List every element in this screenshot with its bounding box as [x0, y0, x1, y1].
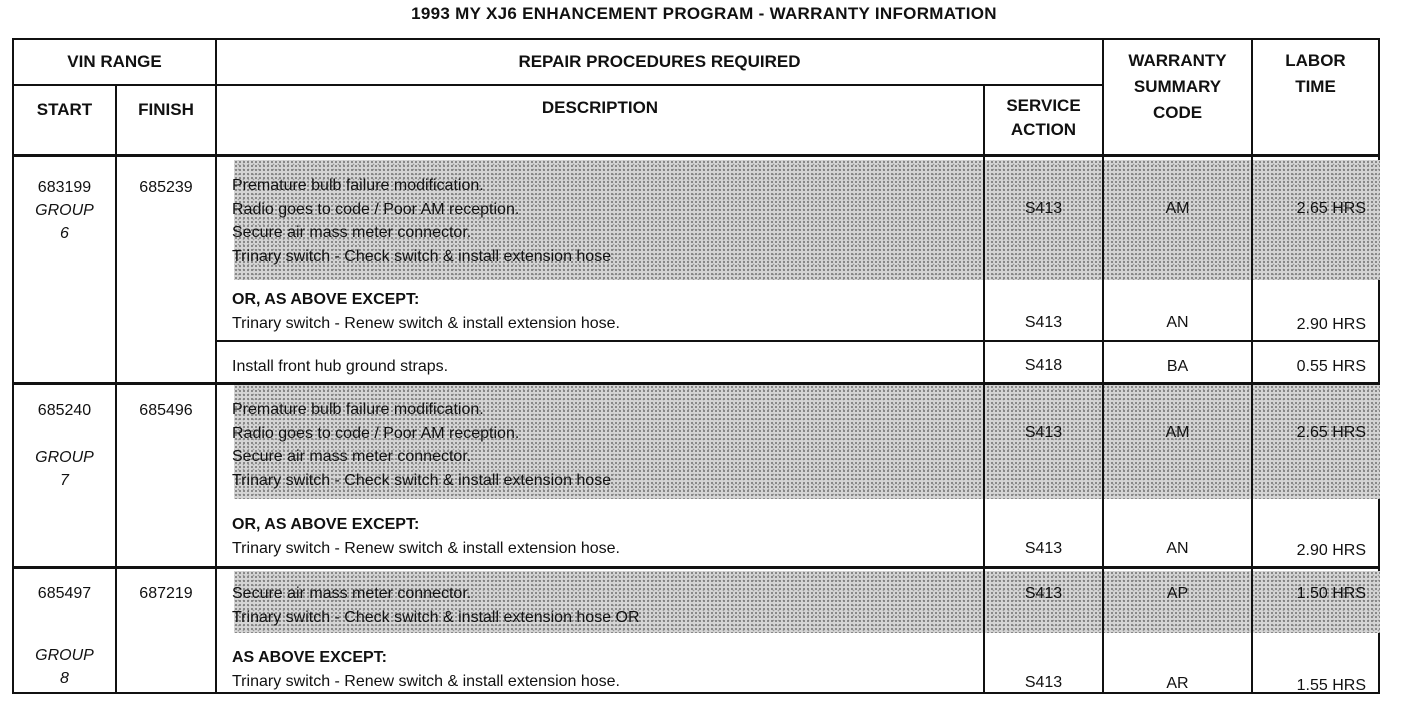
service-action: S413 — [1024, 314, 1063, 331]
warranty-code: AM — [1165, 424, 1190, 441]
group-label: GROUP 7 — [35, 449, 94, 489]
vin-start: 685240 — [37, 402, 92, 419]
service-action: S413 — [1024, 200, 1063, 217]
description-cell: Secure air mass meter connector. Trinary switch - Check switch & install extension hose OR — [232, 585, 640, 626]
header-repair-procedures: REPAIR PROCEDURES REQUIRED — [518, 52, 801, 71]
labor-time: 1.55 HRS — [1296, 677, 1366, 694]
header-warranty-summary-code: WARRANTY SUMMARY CODE — [1128, 51, 1227, 122]
warranty-code: AM — [1165, 200, 1190, 217]
labor-time: 0.55 HRS — [1296, 358, 1366, 375]
service-action: S413 — [1024, 585, 1063, 602]
description-cell: AS ABOVE EXCEPT: Trinary switch - Renew switch & install extension hose. — [232, 649, 620, 690]
vin-finish: 687219 — [139, 585, 193, 602]
description-cell: Premature bulb failure modification. Radio goes to code / Poor AM reception. Secure air mass meter connector. Trinary switch - Check switch & install extension hose — [232, 177, 612, 265]
labor-time: 2.65 HRS — [1296, 200, 1366, 217]
description-cell: Install front hub ground straps. — [232, 358, 449, 375]
group-label: GROUP 8 — [35, 647, 94, 687]
vin-finish: 685239 — [139, 179, 193, 196]
service-action: S413 — [1024, 424, 1063, 441]
grid-line — [14, 84, 1102, 86]
service-action: S418 — [1024, 357, 1063, 374]
service-action: S413 — [1024, 540, 1063, 557]
header-finish: FINISH — [138, 100, 194, 119]
grid-line — [215, 40, 217, 694]
service-action: S413 — [1024, 674, 1063, 691]
vin-start: 683199 — [37, 179, 92, 196]
grid-line — [14, 566, 1378, 569]
labor-time: 2.65 HRS — [1296, 424, 1366, 441]
vin-start: 685497 — [37, 585, 92, 602]
description-cell: OR, AS ABOVE EXCEPT: Trinary switch - Renew switch & install extension hose. — [232, 291, 620, 332]
warranty-table — [12, 38, 1380, 694]
warranty-code: AP — [1166, 585, 1189, 602]
header-description: DESCRIPTION — [541, 98, 659, 117]
grid-line — [215, 340, 1378, 342]
description-cell: Premature bulb failure modification. Radio goes to code / Poor AM reception. Secure air mass meter connector. Trinary switch - Check switch & install extension hose — [232, 401, 612, 489]
header-service-action: SERVICE ACTION — [1006, 96, 1081, 139]
labor-time: 1.50 HRS — [1296, 585, 1366, 602]
page-title: 1993 MY XJ6 ENHANCEMENT PROGRAM - WARRANTY INFORMATION — [411, 4, 997, 23]
description-cell: OR, AS ABOVE EXCEPT: Trinary switch - Renew switch & install extension hose. — [232, 516, 620, 557]
warranty-code: BA — [1166, 358, 1189, 375]
grid-line — [14, 154, 1378, 157]
header-vin-range: VIN RANGE — [67, 52, 162, 71]
warranty-code: AN — [1166, 314, 1189, 331]
labor-time: 2.90 HRS — [1296, 542, 1366, 559]
grid-line — [14, 382, 1378, 385]
group-label: GROUP 6 — [35, 202, 94, 242]
warranty-code: AN — [1166, 540, 1189, 557]
labor-time: 2.90 HRS — [1296, 316, 1366, 333]
warranty-code: AR — [1166, 675, 1189, 692]
header-start: START — [36, 100, 93, 119]
header-labor-time: LABOR TIME — [1285, 51, 1346, 96]
vin-finish: 685496 — [139, 402, 193, 419]
